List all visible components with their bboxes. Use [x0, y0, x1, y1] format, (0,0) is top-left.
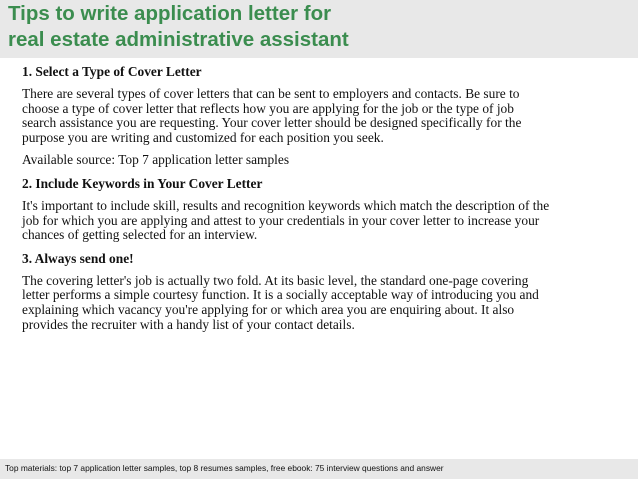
title-line-2: real estate administrative assistant: [8, 28, 349, 51]
section-cover-letter-type: [22, 64, 622, 168]
page-title: [8, 1, 349, 53]
section-heading: 3. Always send one!: [22, 250, 134, 266]
footer-text: Top materials: top 7 application letter samples, top 8 resumes samples, free ebook: 75 interview questions and answer: [5, 463, 444, 473]
section-always-send: [22, 251, 622, 332]
paragraph-line: There are several types of cover letters that can be sent to employers and contacts. Be sure to: [22, 86, 520, 101]
section-paragraph: [22, 274, 622, 332]
paragraph-line: letter performs a simple courtesy function. It is a socially acceptable way of introducing you and: [22, 287, 539, 303]
section-paragraph: [22, 153, 622, 168]
section-paragraph: [22, 199, 622, 243]
paragraph-line: The covering letter's job is actually two fold. At its basic level, the standard one-page covering: [22, 272, 529, 288]
paragraph-line: chances of getting selected for an interview.: [22, 227, 258, 243]
title-line-1: Tips to write application letter for: [8, 2, 332, 25]
available-source: Available source: Top 7 application letter samples: [22, 152, 290, 168]
paragraph-line: purpose you are writing and customized for each position you seek.: [22, 129, 384, 145]
paragraph-line: explaining which vacancy you're applying for or which area you are enquiring about. It also: [22, 301, 515, 317]
paragraph-line: provides the recruiter with a handy list of your contact details.: [22, 316, 355, 332]
section-heading: 2. Include Keywords in Your Cover Letter: [22, 175, 263, 191]
content: [22, 64, 622, 340]
paragraph-line: choose a type of cover letter that reflects how you are applying for the job or the type of job: [22, 100, 514, 116]
section-paragraph: [22, 87, 622, 145]
section-heading: 1. Select a Type of Cover Letter: [22, 64, 202, 79]
paragraph-line: It's important to include skill, results and recognition keywords which match the description of the: [22, 197, 550, 213]
paragraph-line: search assistance you are requesting. Your cover letter should be designed specifically for the: [22, 115, 522, 131]
paragraph-line: job for which you are applying and attest to your credentials in your cover letter to increase your: [22, 212, 540, 228]
section-keywords: [22, 176, 622, 243]
footer-band: [0, 459, 638, 479]
title-band: [0, 0, 638, 58]
